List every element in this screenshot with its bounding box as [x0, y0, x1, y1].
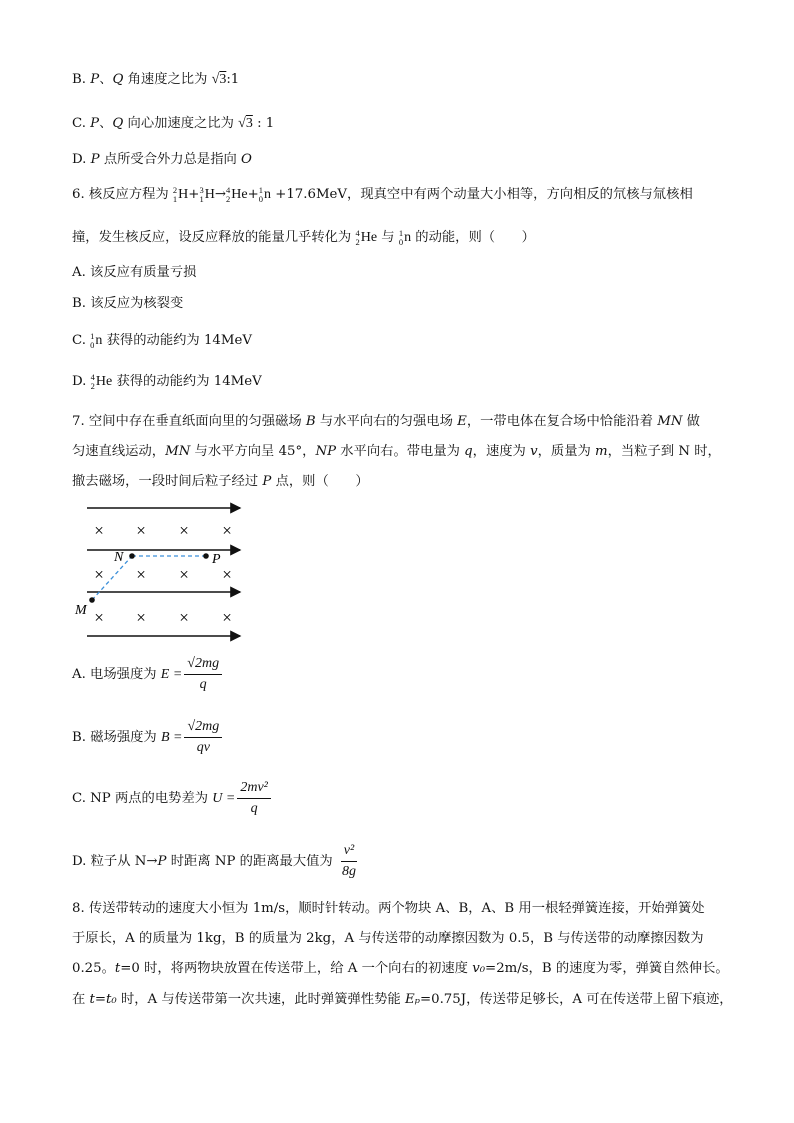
- option-text: C. NP 两点的电势差为: [72, 791, 213, 806]
- numerator: √2mg: [184, 718, 222, 738]
- separator: 、: [99, 116, 113, 131]
- q7-option-b: [72, 718, 222, 758]
- question-stem: 匀速直线运动，: [72, 444, 166, 459]
- var-o: O: [241, 152, 252, 167]
- nuclide-neutron: [90, 331, 102, 351]
- var-v0: v₀: [472, 961, 486, 976]
- q7-option-c: [72, 779, 271, 819]
- option-text: 获得的动能约为 14MeV: [102, 333, 252, 348]
- mass-number: 4: [90, 371, 95, 382]
- ratio-tail: : 1: [252, 116, 275, 131]
- element-symbol: He: [231, 187, 248, 202]
- question-stem: 做: [682, 414, 700, 429]
- q8-stem-line4: [72, 990, 733, 1010]
- question-stem: ，速度为: [472, 444, 531, 459]
- point-n: [129, 553, 135, 559]
- option-text: 点所受合外力总是指向: [99, 152, 242, 167]
- question-stem: =0 时，将两物块放置在传送带上，给 A 一个向右的初速度: [120, 961, 473, 976]
- option-text: D. 粒子从 N→: [72, 854, 158, 869]
- question-stem: 的动能，则（ ）: [411, 230, 535, 245]
- element-symbol: He: [360, 230, 378, 245]
- magnetic-field-cross: ×: [136, 521, 146, 540]
- question-stem: 与水平方向呈 45°，: [190, 444, 316, 459]
- option-text: 角速度之比为: [123, 72, 212, 87]
- var-t0: t₀: [106, 992, 117, 1007]
- atomic-number: 2: [90, 380, 95, 391]
- label-m: M: [75, 603, 87, 618]
- separator: 、: [99, 72, 113, 87]
- var-t: t: [114, 961, 121, 976]
- reaction-energy: +17.6MeV: [270, 187, 348, 202]
- q6-option-c: [72, 331, 252, 351]
- option-text: 向心加速度之比为: [123, 116, 239, 131]
- mass-number: 4: [355, 227, 360, 238]
- atomic-number: 1: [199, 193, 204, 204]
- fraction: [339, 842, 359, 881]
- var-v: v: [530, 444, 538, 459]
- formula-lhs: E =: [160, 667, 183, 682]
- q6-option-b: B. 该反应为核裂变: [72, 296, 184, 311]
- magnetic-field-cross: ×: [222, 608, 232, 627]
- plus-sign: +: [247, 187, 259, 202]
- question-stem: 与水平向右的匀强电场: [315, 414, 458, 429]
- numerator: 2mv²: [237, 779, 271, 799]
- element-symbol: He: [95, 374, 113, 389]
- question-stem: 0.25。: [72, 961, 115, 976]
- question-stem: =0.75J，传送带足够长，A 可在传送带上留下痕迹，: [419, 992, 733, 1007]
- var-ep: Eₚ: [404, 992, 420, 1007]
- reaction-arrow: →: [214, 187, 226, 202]
- point-p: [203, 553, 209, 559]
- q7-stem-line1: [72, 412, 700, 432]
- option-letter: B.: [72, 72, 91, 87]
- question-stem: =2m/s，B 的速度为零，弹簧自然伸长。: [485, 961, 729, 976]
- question-stem: 撤去磁场，一段时间后粒子经过: [72, 474, 263, 489]
- var-p: P: [90, 152, 100, 167]
- q6-option-d: [72, 372, 262, 392]
- nuclide-tritium: [199, 185, 214, 205]
- denominator: 8g: [341, 864, 356, 879]
- fraction: [237, 779, 271, 818]
- question-stem: ，质量为: [537, 444, 596, 459]
- var-p: P: [262, 474, 272, 489]
- var-b: B: [305, 414, 316, 429]
- q7-option-d: [72, 842, 359, 882]
- element-symbol: H: [178, 187, 189, 202]
- option-letter: C.: [72, 333, 91, 348]
- element-symbol: H: [204, 187, 215, 202]
- q6-stem-line1: [72, 185, 693, 205]
- var-p: P: [157, 854, 167, 869]
- denominator: qv: [196, 740, 210, 755]
- nuclide-neutron: [399, 228, 411, 248]
- q5-option-d: [72, 150, 252, 170]
- q8-stem-line1: 8. 传送带转动的速度大小恒为 1m/s，顺时针转动。两个物块 A、B，A、B 用一根轻弹簧连接，开始弹簧处: [72, 901, 705, 916]
- nuclide-helium: [355, 228, 377, 248]
- question-stem: 时，A 与传送带第一次共速，此时弹簧弹性势能: [116, 992, 405, 1007]
- element-symbol: n: [404, 230, 412, 245]
- point-m: [89, 597, 95, 603]
- mass-number: 3: [199, 184, 204, 195]
- nuclide-deuterium: [173, 185, 188, 205]
- option-text: B. 磁场强度为: [72, 730, 161, 745]
- q6-option-a: A. 该反应有质量亏损: [72, 265, 197, 280]
- nuclide-helium: [91, 372, 113, 392]
- atomic-number: 2: [225, 193, 231, 204]
- option-text: A. 电场强度为: [72, 667, 161, 682]
- magnetic-field-cross: ×: [179, 565, 189, 584]
- mass-number: 4: [225, 184, 231, 195]
- magnetic-field-cross: ×: [179, 608, 189, 627]
- magnetic-field-cross: ×: [94, 565, 104, 584]
- fraction: [184, 655, 222, 694]
- var-mn: MN: [165, 444, 191, 459]
- q8-stem-line3: [72, 959, 729, 979]
- var-np: NP: [315, 444, 337, 459]
- sqrt-3: √3: [211, 72, 227, 87]
- magnetic-field-cross: ×: [94, 521, 104, 540]
- magnetic-field-cross: ×: [179, 521, 189, 540]
- nuclide-helium: [226, 185, 248, 205]
- ratio-tail: :1: [226, 72, 240, 87]
- question-stem: 撞，发生核反应，设反应释放的能量几乎转化为: [72, 230, 356, 245]
- magnetic-field-cross: ×: [136, 608, 146, 627]
- atomic-number: 2: [355, 236, 360, 247]
- option-letter: C.: [72, 116, 91, 131]
- question-stem: =: [94, 992, 107, 1007]
- question-stem: 6. 核反应方程为: [72, 187, 173, 202]
- var-p: P: [90, 116, 100, 131]
- question-stem: ，当粒子到 N 时，: [607, 444, 721, 459]
- magnetic-field-cross: ×: [222, 565, 232, 584]
- atomic-number: 0: [398, 236, 404, 247]
- option-text: 获得的动能约为 14MeV: [112, 374, 262, 389]
- magnetic-field-cross: ×: [94, 608, 104, 627]
- option-letter: D.: [72, 374, 91, 389]
- radicand: 3: [245, 116, 253, 131]
- question-stem: 7. 空间中存在垂直纸面向里的匀强磁场: [72, 414, 306, 429]
- radicand: 3: [219, 72, 227, 87]
- denominator: q: [250, 801, 258, 816]
- q6-stem-line2: [72, 228, 535, 248]
- formula-lhs: U =: [212, 791, 236, 806]
- q8-stem-line2: 于原长，A 的质量为 1kg，B 的质量为 2kg，A 与传送带的动摩擦因数为 0.5，B 与传送带的动摩擦因数为: [72, 931, 704, 946]
- option-letter: D.: [72, 152, 91, 167]
- var-mn: MN: [657, 414, 683, 429]
- var-m: m: [595, 444, 608, 459]
- element-symbol: n: [263, 187, 271, 202]
- mass-number: 1: [90, 330, 95, 341]
- numerator: v²: [341, 842, 357, 862]
- denominator: q: [199, 677, 207, 692]
- atomic-number: 0: [258, 193, 263, 204]
- nuclide-neutron: [259, 185, 271, 205]
- question-stem: ，一带电体在复合场中恰能沿着: [466, 414, 658, 429]
- sqrt-3: √3: [238, 116, 253, 131]
- question-stem: 在: [72, 992, 90, 1007]
- option-text: 时距离 NP 的距离最大值为: [166, 854, 337, 869]
- q7-stem-line2: [72, 442, 721, 462]
- label-p: P: [212, 552, 221, 567]
- var-e: E: [457, 414, 467, 429]
- element-symbol: n: [95, 333, 103, 348]
- formula-lhs: B =: [160, 730, 183, 745]
- var-t: t: [89, 992, 95, 1007]
- fraction: [184, 718, 222, 757]
- q5-option-c: [72, 114, 274, 134]
- question-stem: ，现真空中有两个动量大小相等，方向相反的氘核与氚核相: [347, 187, 693, 202]
- var-q: Q: [112, 72, 124, 87]
- q7-option-a: [72, 655, 222, 695]
- q7-stem-line3: [72, 472, 369, 492]
- numerator: √2mg: [184, 655, 222, 675]
- q5-option-b: [72, 70, 239, 90]
- var-q: Q: [112, 116, 124, 131]
- var-p: P: [90, 72, 100, 87]
- question-stem: 点，则（ ）: [271, 474, 369, 489]
- field-diagram: [70, 496, 250, 648]
- question-stem: 水平向右。带电量为: [336, 444, 465, 459]
- plus-sign: +: [188, 187, 200, 202]
- var-q: q: [464, 444, 473, 459]
- mass-number: 1: [398, 227, 404, 238]
- magnetic-field-cross: ×: [222, 521, 232, 540]
- atomic-number: 1: [172, 193, 178, 204]
- atomic-number: 0: [90, 339, 95, 350]
- mass-number: 2: [172, 184, 178, 195]
- label-n: N: [114, 550, 124, 565]
- mass-number: 1: [258, 184, 263, 195]
- question-stem: 与: [377, 230, 399, 245]
- magnetic-field-cross: ×: [136, 565, 146, 584]
